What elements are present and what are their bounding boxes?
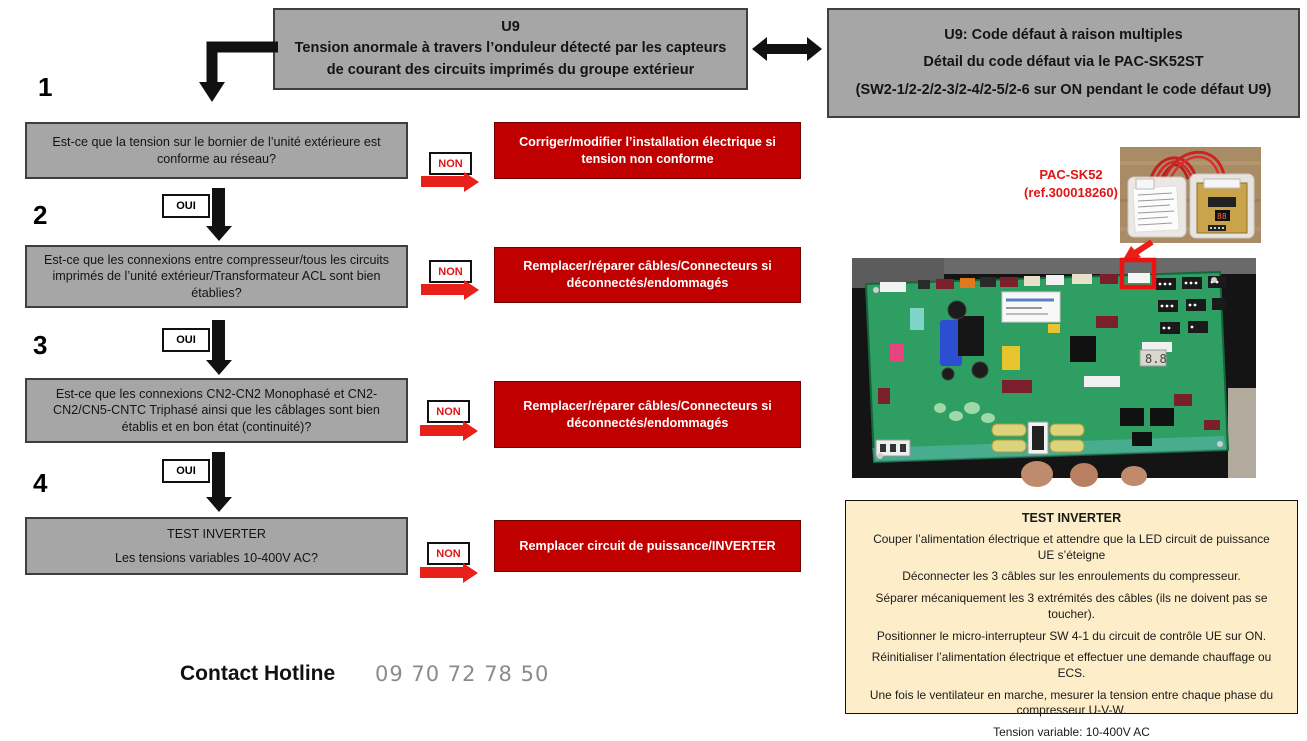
- step-3-oui-tag: [162, 459, 210, 483]
- step-2-action: Remplacer/réparer câbles/Connecteurs si déconnectés/endommagés: [523, 259, 772, 290]
- step-1-non-label: NON: [438, 157, 463, 170]
- step-1-number: 1: [38, 72, 53, 102]
- test-inverter-line-4: Positionner le micro-interrupteur SW 4-1 du circuit de contrôle UE sur ON.: [876, 628, 1267, 643]
- elbow-down-arrow-icon: [196, 36, 278, 106]
- step-3-oui-arrow-icon: [212, 452, 225, 497]
- pac-sk52-ref: (ref.300018260): [1024, 184, 1118, 200]
- step-2-question: Est-ce que les connexions entre compresseur/tous les circuits imprimés de l’unité extérieur/Transformateur ACL sont bien établies?: [43, 252, 390, 300]
- u9-detail-line3: (SW2-1/2-2/2-3/2-4/2-5/2-6 sur ON pendant le code défaut U9): [855, 81, 1272, 98]
- step-3-action: Remplacer/réparer câbles/Connecteurs si déconnectés/endommagés: [523, 398, 772, 430]
- test-inverter-line-5: Réinitialiser l’alimentation électrique et effectuer une demande chauffage ou ECS.: [871, 650, 1272, 680]
- step-2-oui-tag: [162, 328, 210, 352]
- pcb-seven-segment-display: 8.8: [1145, 352, 1167, 366]
- step-4-non-label: NON: [436, 547, 461, 560]
- test-inverter-line-2: Déconnecter les 3 câbles sur les enroulements du compresseur.: [902, 569, 1241, 584]
- step-4-question-box: [25, 517, 408, 575]
- pac-sk52-name: PAC-SK52: [1039, 167, 1103, 182]
- svg-text:88: 88: [1217, 212, 1227, 221]
- step-2-oui-arrow-icon: [212, 320, 225, 360]
- u9-fault-title: U9: [501, 19, 520, 36]
- step-3-question: Est-ce que les connexions CN2-CN2 Monophasé et CN2-CN2/CN5-CNTC Triphasé ainsi que les câblages sont bien établis et en bon état (continuité)?: [53, 386, 380, 434]
- step-2-action-box: [494, 247, 801, 303]
- test-inverter-line-6: Une fois le ventilateur en marche, mesurer la tension entre chaque phase du compresseur U-V-W.: [869, 687, 1274, 718]
- u9-fault-box: [273, 8, 748, 90]
- step-2-non-arrow-icon: [421, 284, 464, 295]
- step-3-oui-label: OUI: [176, 465, 196, 477]
- u9-detail-line2: Détail du code défaut via le PAC-SK52ST: [923, 54, 1204, 71]
- step-3-non-arrow-icon: [420, 425, 463, 436]
- step-4-question: Les tensions variables 10-400V AC?: [114, 551, 319, 565]
- u9-fault-line1: Tension anormale à travers l’onduleur détecté par les capteurs: [294, 40, 727, 57]
- step-1-action-box: [494, 122, 801, 179]
- step-3-action-box: [494, 381, 801, 448]
- test-inverter-note-box: [845, 500, 1298, 740]
- step-2-non-label: NON: [438, 265, 463, 278]
- step-3-question-box: [25, 378, 408, 443]
- step-1-oui-arrow-icon: [212, 188, 225, 226]
- step-1-question-box: [25, 122, 408, 179]
- hotline-label: Contact Hotline: [180, 662, 336, 685]
- u9-detail-line1: U9: Code défaut à raison multiples: [944, 27, 1183, 44]
- step-4-action: Remplacer circuit de puissance/INVERTER: [519, 538, 776, 553]
- step-1-non-arrow-icon: [421, 176, 464, 187]
- test-inverter-title: TEST INVERTER: [1021, 511, 1122, 525]
- step-1-oui-label: OUI: [176, 200, 196, 212]
- hotline-number: 09 70 72 78 50: [375, 662, 550, 686]
- step-1-question: Est-ce que la tension sur le bornier de l’unité extérieure est conforme au réseau?: [52, 135, 381, 166]
- step-2-number: 2: [33, 200, 48, 230]
- outdoor-unit-pcb-photo: [852, 258, 1256, 478]
- u9-detail-box: [827, 8, 1300, 118]
- step-3-number: 3: [33, 330, 48, 360]
- step-4-question-title: TEST INVERTER: [167, 526, 266, 541]
- step-2-oui-label: OUI: [176, 334, 196, 346]
- step-1-action: Corriger/modifier l’installation électrique si tension non conforme: [519, 134, 776, 166]
- test-inverter-line-7: Tension variable: 10-400V AC: [993, 725, 1150, 740]
- u9-fault-line2: de courant des circuits imprimés du groupe extérieur: [326, 61, 695, 78]
- pac-sk52-label: [1015, 166, 1127, 201]
- step-1-oui-tag: [162, 194, 210, 218]
- test-inverter-line-1: Couper l’alimentation électrique et attendre que la LED circuit de puissance UE s’éteigne: [873, 532, 1270, 562]
- pac-sk52-kit-photo: [1120, 147, 1261, 243]
- step-4-non-arrow-icon: [420, 567, 463, 578]
- step-4-number: 4: [33, 468, 48, 498]
- step-2-question-box: [25, 245, 408, 308]
- test-inverter-line-3: Séparer mécaniquement les 3 extrémités des câbles (ils ne doivent pas se toucher).: [875, 591, 1268, 621]
- step-3-non-label: NON: [436, 405, 461, 418]
- step-4-action-box: [494, 520, 801, 572]
- double-arrow-icon: [751, 28, 823, 70]
